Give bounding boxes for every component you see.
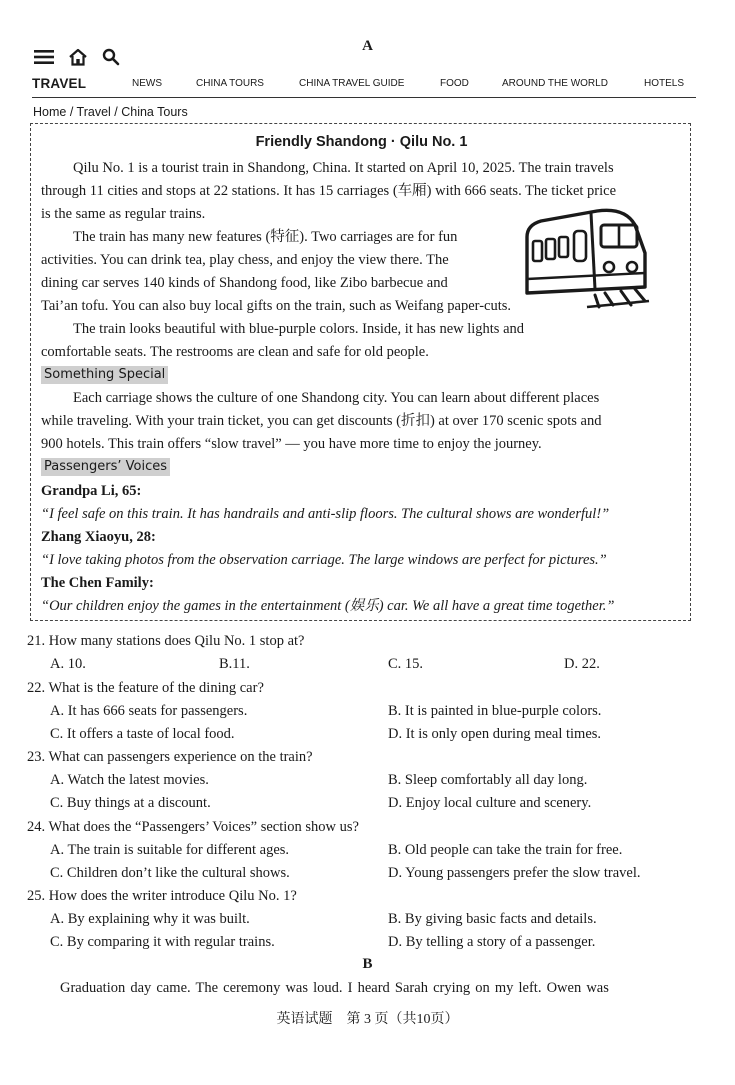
option: B.11. <box>219 656 250 672</box>
paragraph-line: while traveling. With your train ticket, you can get discounts (折扣) at over 170 scenic spots and <box>41 413 602 429</box>
nav-news[interactable]: NEWS <box>132 78 162 89</box>
article-box <box>30 123 691 621</box>
option: D. By telling a story of a passenger. <box>388 934 596 950</box>
option: C. 15. <box>388 656 424 672</box>
nav-china-tours[interactable]: CHINA TOURS <box>196 78 264 89</box>
section-b-heading: B <box>362 956 373 972</box>
option: B. By giving basic facts and details. <box>388 911 597 927</box>
option: C. By comparing it with regular trains. <box>50 934 275 950</box>
option: B. Sleep comfortably all day long. <box>388 772 588 788</box>
voice-quote: “I feel safe on this train. It has handrails and anti-slip floors. The cultural shows are wonderful!” <box>41 506 610 522</box>
brand-logo[interactable]: TRAVEL <box>32 76 87 91</box>
paragraph-line: Qilu No. 1 is a tourist train in Shandong, China. It started on April 10, 2025. The train travels <box>73 160 614 176</box>
paragraph-line: activities. You can drink tea, play chess, and enjoy the view there. The <box>41 252 449 268</box>
paragraph-line: is the same as regular trains. <box>41 206 206 222</box>
breadcrumb[interactable]: Home / Travel / China Tours <box>33 105 188 119</box>
search-icon[interactable] <box>102 48 120 66</box>
question-stem: 21. How many stations does Qilu No. 1 stop at? <box>27 633 305 649</box>
voice-quote: “Our children enjoy the games in the entertainment (娱乐) car. We all have a great time together.” <box>41 598 615 614</box>
voice-speaker: Grandpa Li, 65: <box>41 483 142 499</box>
option: C. Children don’t like the cultural shows. <box>50 865 290 881</box>
paragraph-line: through 11 cities and stops at 22 stations. It has 15 carriages (车厢) with 666 seats. The ticket price <box>41 183 617 199</box>
article-title: Friendly Shandong · Qilu No. 1 <box>255 134 468 150</box>
page-footer: 英语试题 第 3 页（共10页） <box>276 1012 459 1027</box>
site-header <box>32 46 696 98</box>
question-stem: 22. What is the feature of the dining car? <box>27 680 264 696</box>
option: C. Buy things at a discount. <box>50 795 211 811</box>
passage-b-line: Graduation day came. The ceremony was loud. I heard Sarah crying on my left. Owen was <box>60 980 609 996</box>
option: A. By explaining why it was built. <box>50 911 250 927</box>
header-icons <box>34 48 120 66</box>
option: B. It is painted in blue-purple colors. <box>388 703 602 719</box>
paragraph-line: 900 hotels. This train offers “slow travel” — you have more time to enjoy the journey. <box>41 436 542 452</box>
option: A. The train is suitable for different ages. <box>50 842 290 858</box>
section-tag-something-special: Something Special <box>41 366 168 384</box>
paragraph-line: dining car serves 140 kinds of Shandong food, like Zibo barbecue and <box>41 275 448 291</box>
option: A. It has 666 seats for passengers. <box>50 703 248 719</box>
site-nav <box>32 76 696 91</box>
paragraph-line: The train has many new features (特征). Two carriages are for fun <box>73 229 458 245</box>
train-illustration <box>521 207 651 311</box>
section-tag-passengers-voices: Passengers’ Voices <box>41 458 170 476</box>
option: A. Watch the latest movies. <box>50 772 209 788</box>
question-stem: 24. What does the “Passengers’ Voices” section show us? <box>27 819 359 835</box>
paragraph-line: Each carriage shows the culture of one Shandong city. You can learn about different places <box>73 390 600 406</box>
option: A. 10. <box>50 656 86 672</box>
voice-speaker: The Chen Family: <box>41 575 154 591</box>
voice-speaker: Zhang Xiaoyu, 28: <box>41 529 156 545</box>
home-icon[interactable] <box>68 48 88 66</box>
question-stem: 23. What can passengers experience on the train? <box>27 749 313 765</box>
option: D. Enjoy local culture and scenery. <box>388 795 592 811</box>
paragraph-line: comfortable seats. The restrooms are clean and safe for old people. <box>41 344 429 360</box>
nav-food[interactable]: FOOD <box>440 78 469 89</box>
menu-icon[interactable] <box>34 49 54 65</box>
option: D. It is only open during meal times. <box>388 726 602 742</box>
option: D. 22. <box>564 656 600 672</box>
paragraph-line: Tai’an tofu. You can also buy local gifts on the train, such as Weifang paper-cuts. <box>41 298 512 314</box>
nav-hotels[interactable]: HOTELS <box>644 78 685 89</box>
question-stem: 25. How does the writer introduce Qilu No. 1? <box>27 888 297 904</box>
option: C. It offers a taste of local food. <box>50 726 235 742</box>
nav-china-travel-guide[interactable]: CHINA TRAVEL GUIDE <box>299 78 405 89</box>
section-a-heading: A <box>362 38 373 54</box>
paragraph-line: The train looks beautiful with blue-purple colors. Inside, it has new lights and <box>73 321 525 337</box>
voice-quote: “I love taking photos from the observation carriage. The large windows are perfect for pictures.” <box>41 552 607 568</box>
nav-around-the-world[interactable]: AROUND THE WORLD <box>502 78 608 89</box>
option: B. Old people can take the train for free. <box>388 842 623 858</box>
option: D. Young passengers prefer the slow travel. <box>388 865 641 881</box>
